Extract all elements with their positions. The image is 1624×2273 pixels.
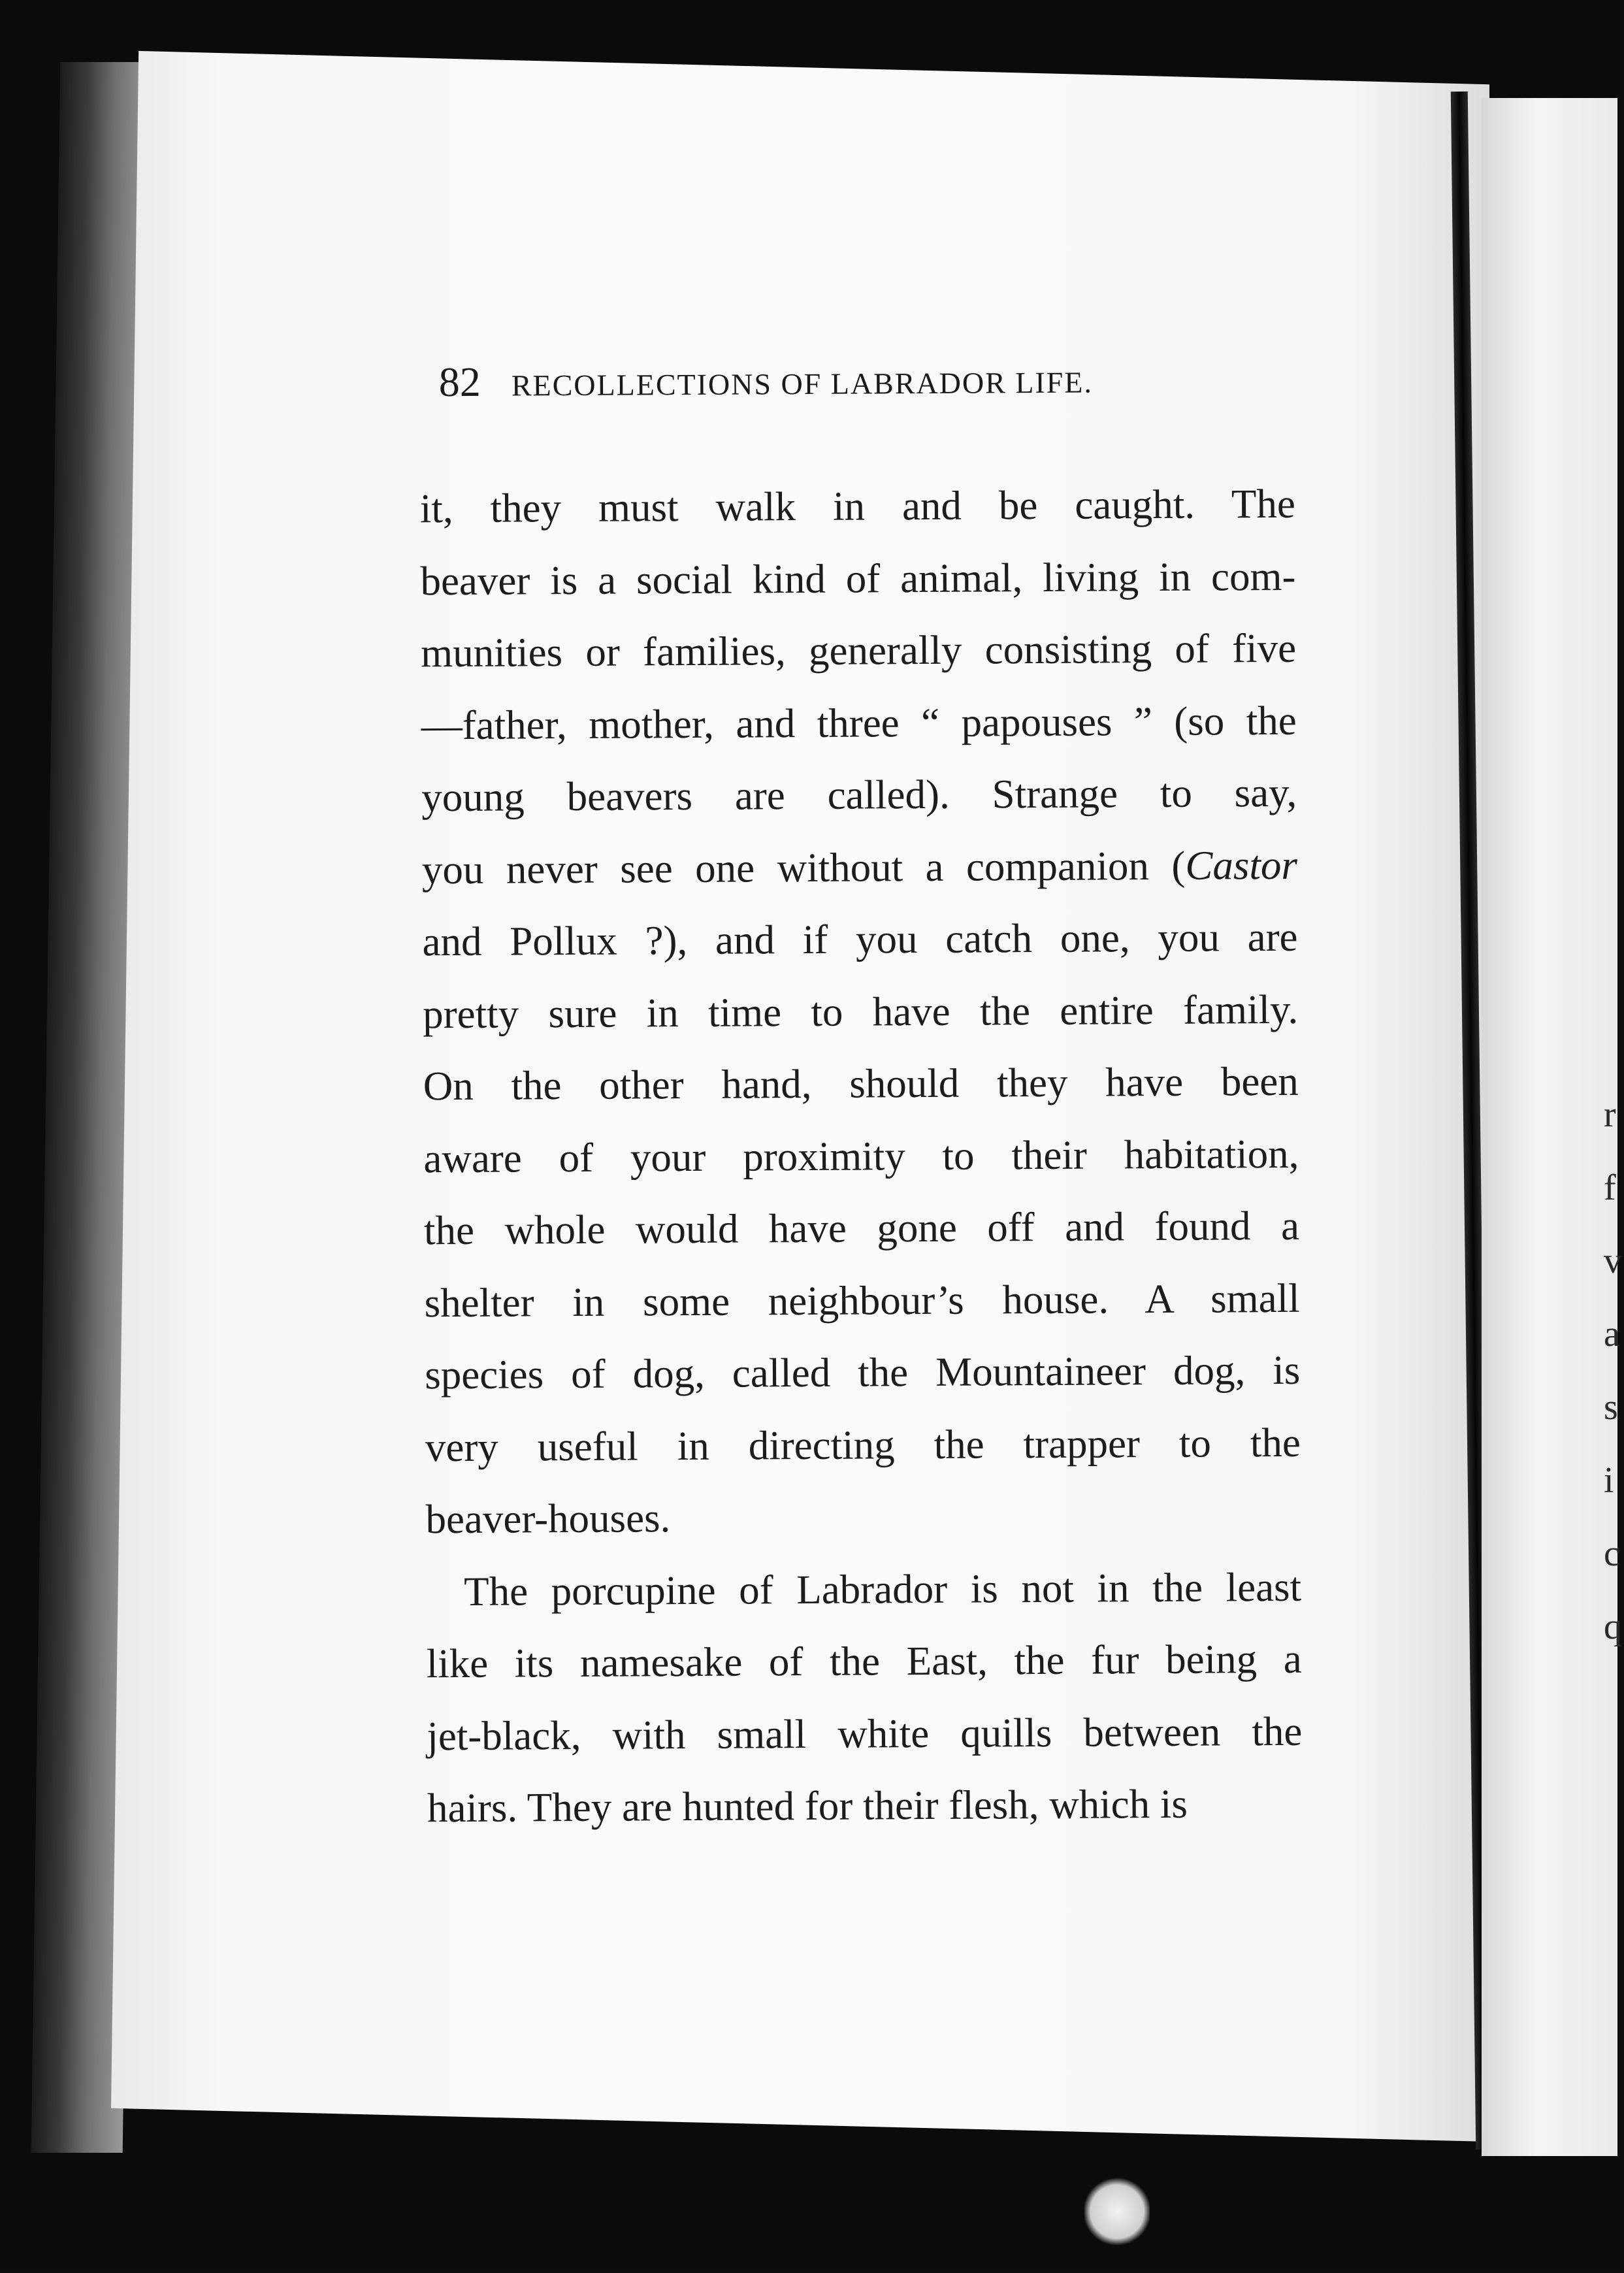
text-line: On the other hand, should they have been [423, 1058, 1299, 1109]
paragraph [420, 468, 1301, 1556]
text-line: munities or families, generally consisting of five [420, 625, 1297, 676]
text-line: the whole would have gone off and found a [423, 1202, 1300, 1254]
text-line: like its namesake of the East, the fur being a [426, 1635, 1302, 1687]
text-line: aware of your proximity to their habitation, [423, 1130, 1299, 1181]
text-line: it, they must walk in and be caught. The [419, 480, 1296, 532]
text-line: shelter in some neighbour’s house. A small [424, 1275, 1300, 1326]
text-line: The porcupine of Labrador is not in the least [463, 1563, 1302, 1614]
text-line: you never see one without a companion (Castor [421, 842, 1298, 892]
page-number: 82 [438, 358, 481, 406]
paragraph [426, 1550, 1303, 1844]
text-line: hairs. They are hunted for their flesh, which is [427, 1780, 1188, 1831]
body-text [420, 468, 1303, 1844]
text-line: pretty sure in time to have the entire family. [422, 986, 1299, 1037]
text-line: jet-black, with small white quills between the [427, 1708, 1303, 1759]
text-line: beaver is a social kind of animal, living in com- [420, 553, 1296, 604]
text-line: very useful in directing the trapper to the [425, 1419, 1301, 1470]
text-line: —father, mother, and three “ papouses ” (so the [421, 697, 1297, 748]
text-line: species of dog, called the Mountaineer dog, is [425, 1347, 1301, 1398]
text-line: beaver-houses. [425, 1495, 671, 1543]
text-line: and Pollux ?), and if you catch one, you are [422, 913, 1298, 965]
italic-word: Castor [1185, 842, 1298, 889]
running-head [439, 353, 1288, 406]
running-title: RECOLLECTIONS OF LABRADOR LIFE. [511, 365, 1094, 402]
text-line: young beavers are called). Strange to say, [421, 769, 1297, 821]
facing-page-letters: r f v a s i c q [1604, 1094, 1622, 1647]
